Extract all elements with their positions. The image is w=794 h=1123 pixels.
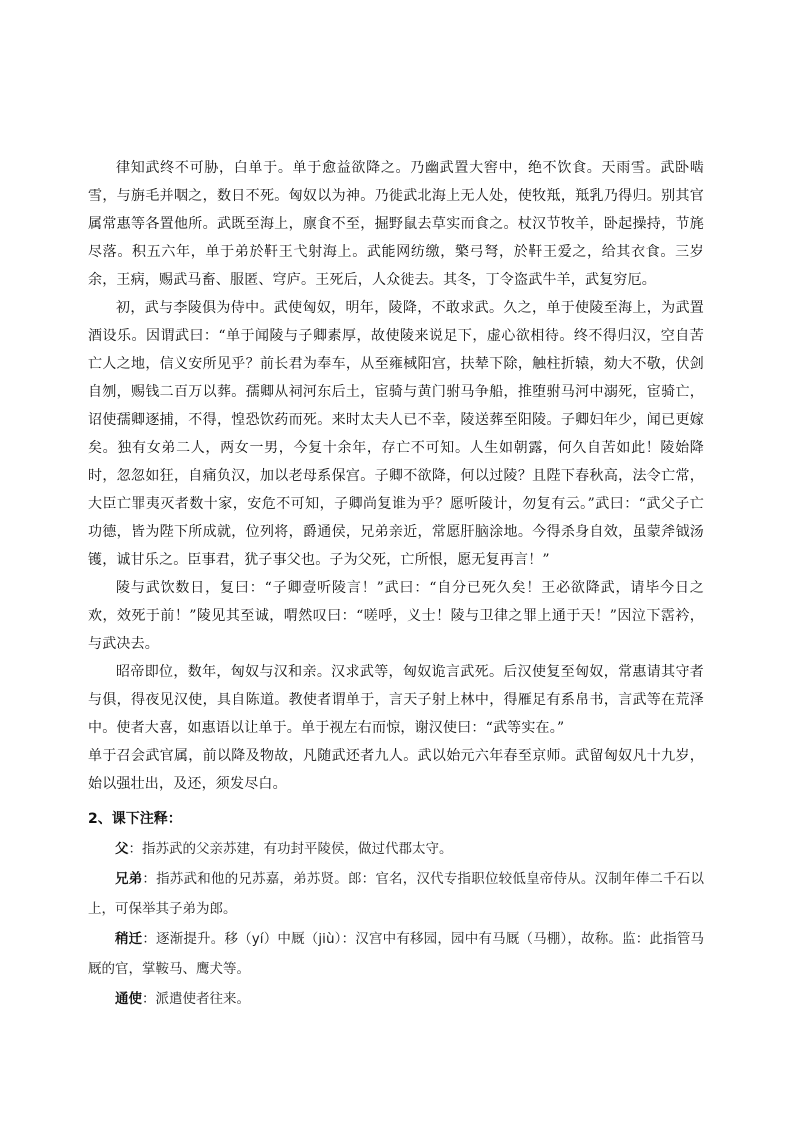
note-separator: ： xyxy=(128,841,142,857)
passage-paragraph-3: 陵与武饮数日，复曰：“子卿壹听陵言！”武曰：“自分已死久矣！王必欲降武，请毕今日之欢，效死于前！”陵见其至诚，喟然叹曰：“嗟呼，义士！陵与卫律之罪上通于天！”因泣下霑衿，与武决去。 xyxy=(88,580,704,652)
note-separator: ： xyxy=(142,931,157,947)
section-heading: 2、课下注释： xyxy=(88,811,182,827)
note-text: 指苏武的父亲苏建，有功封平陵侯，做过代郡太守。 xyxy=(142,841,453,857)
passage-paragraph-4: 昭帝即位，数年，匈奴与汉和亲。汉求武等，匈奴诡言武死。后汉使复至匈奴，常惠请其守者与俱，得夜见汉使，具自陈道。教使者谓单于，言天子射上林中，得雁足有系帛书，言武等在荒泽中。使者大喜，如惠语以让单于。单于视左右而惊，谢汉使曰：“武等实在。” xyxy=(88,664,704,736)
passage-paragraph-5: 单于召会武官属，前以降及物故，凡随武还者九人。武以始元六年春至京师。武留匈奴凡十九岁，始以强壮出，及还，须发尽白。 xyxy=(88,748,704,792)
note-item-2 xyxy=(88,864,704,924)
note-separator: ： xyxy=(142,871,157,887)
passage-paragraph-2: 初，武与李陵俱为侍中。武使匈奴，明年，陵降，不敢求武。久之，单于使陵至海上，为武置酒设乐。因谓武曰：“单于闻陵与子卿素厚，故使陵来说足下，虚心欲相待。终不得归汉，空自苦亡人之地，信义安所见乎？前长君为奉车，从至雍棫阳宫，扶辇下除，触柱折辕，劾大不敬，伏剑自刎，赐钱二百万以葬。孺卿从祠河东后土，宦骑与黄门驸马争船，推堕驸马河中溺死，宦骑亡，诏使孺卿逐捕，不得，惶恐饮药而死。来时太夫人已不幸，陵送葬至阳陵。子卿妇年少，闻已更嫁矣。独有女弟二人，两女一男，今复十余年，存亡不可知。人生如朝露，何久自苦如此！陵始降时，忽忽如狂，自痛负汉，加以老母系保宫。子卿不欲降，何以过陵？且陛下春秋高，法令亡常，大臣亡罪夷灭者数十家，安危不可知，子卿尚复谁为乎？愿听陵计，勿复有云。”武曰：“武父子亡功德，皆为陛下所成就，位列将，爵通侯，兄弟亲近，常愿肝脑涂地。今得杀身自效，虽蒙斧钺汤镬，诚甘乐之。臣事君，犹子事父也。子为父死，亡所恨，愿无复再言！” xyxy=(88,300,704,568)
note-term: 通使 xyxy=(115,991,142,1007)
note-text: 指苏武和他的兄苏嘉，弟苏贤。郎：官名，汉代专指职位较低皇帝侍从。汉制年俸二千石以上，可保举其子弟为郎。 xyxy=(88,871,705,917)
note-text: 逐渐提升。移（yí）中厩（jiù）：汉宫中有移园，园中有马厩（马棚），故称。监：此指管马厩的官，掌鞍马、鹰犬等。 xyxy=(88,931,705,977)
passage-paragraph-1: 律知武终不可胁，白单于。单于愈益欲降之。乃幽武置大窖中，绝不饮食。天雨雪。武卧啮雪，与旃毛并咽之，数日不死。匈奴以为神。乃徙武北海上无人处，使牧羝，羝乳乃得归。别其官属常惠等各置他所。武既至海上，廪食不至，掘野鼠去草实而食之。杖汉节牧羊，卧起操持，节旄尽落。积五六年，单于弟於靬王弋射海上。武能网纺缴，檠弓弩，於靬王爱之，给其衣食。三岁余，王病，赐武马畜、服匿、穹庐。王死后，人众徙去。其冬，丁令盗武牛羊，武复穷厄。 xyxy=(88,160,704,288)
note-term: 稍迁 xyxy=(115,931,143,947)
note-text: 派遣使者往来。 xyxy=(155,991,250,1007)
note-term: 兄弟 xyxy=(115,871,143,887)
note-item-3 xyxy=(88,924,704,984)
note-item-4 xyxy=(88,984,704,1014)
note-term: 父 xyxy=(115,841,129,857)
note-item-1 xyxy=(88,834,704,864)
note-separator: ： xyxy=(142,991,156,1007)
